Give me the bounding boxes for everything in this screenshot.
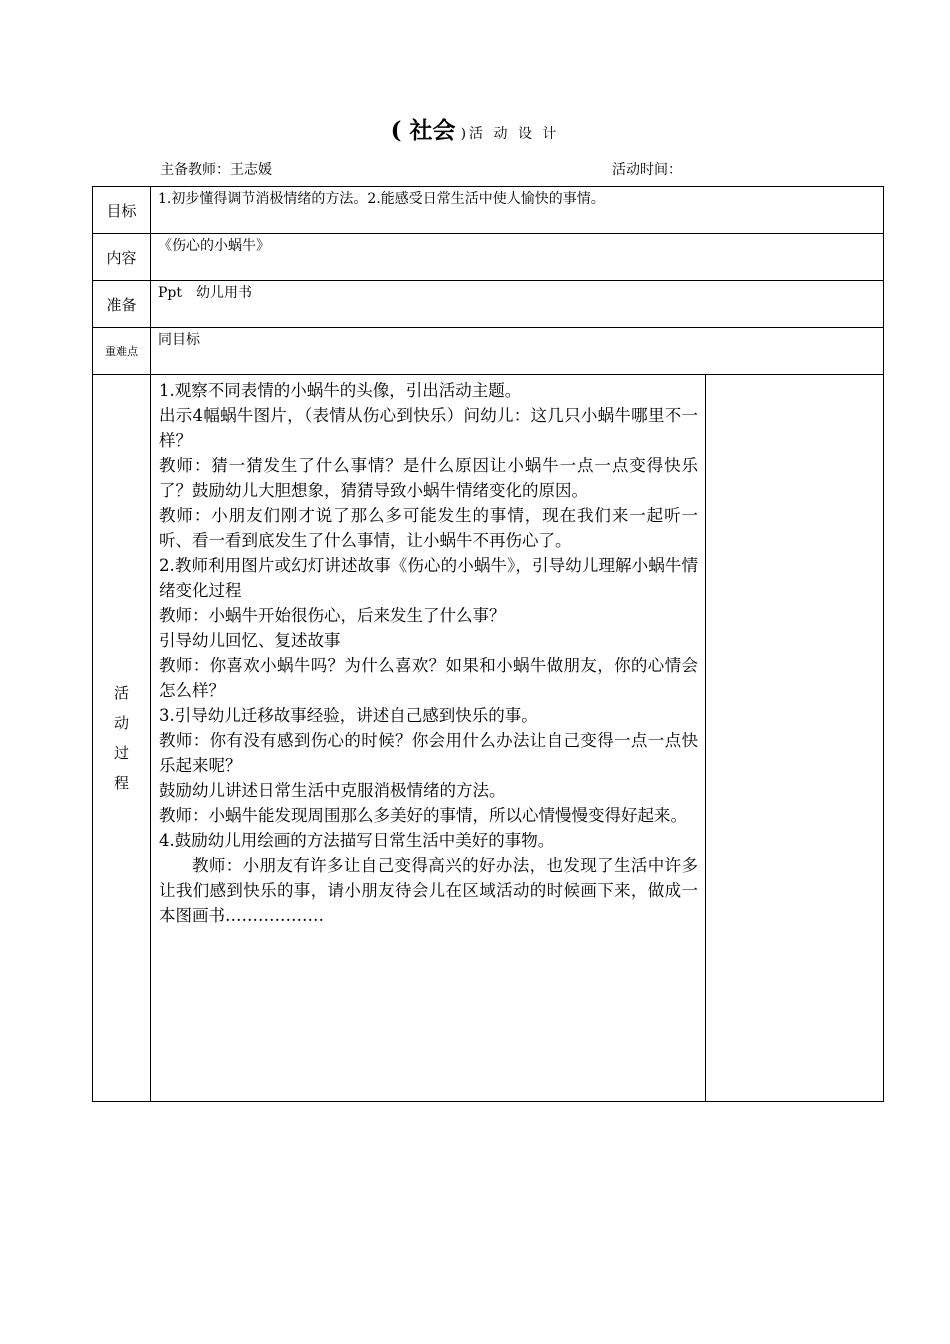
- paragraph: 教师：小蜗牛能发现周围那么多美好的事情，所以心情慢慢变得好起来。: [159, 806, 687, 825]
- goal-text: 1.初步懂得调节消极情绪的方法。2.能感受日常生活中使人愉快的事情。: [151, 187, 884, 234]
- paragraph: 教师：小朋友们刚才说了那么多可能发生的事情，现在我们来一起听一听、看一看到底发生了什么事情，让小蜗牛不再伤心了。: [159, 506, 698, 550]
- content-label: 内容: [93, 234, 151, 281]
- content-row: [93, 234, 884, 281]
- document-title: [0, 112, 950, 145]
- paragraph: 引导幼儿回忆、复述故事: [159, 631, 341, 650]
- content-text: 《伤心的小蜗牛》: [151, 234, 884, 281]
- process-text: [151, 375, 706, 1102]
- paragraph: 教师：小蜗牛开始很伤心，后来发生了什么事？: [159, 606, 506, 625]
- process-label-char: 活: [113, 684, 129, 702]
- paragraph: 鼓励幼儿讲述日常生活中克服消极情绪的方法。: [159, 781, 506, 800]
- goal-label: 目标: [93, 187, 151, 234]
- key-text: 同目标: [151, 328, 884, 375]
- process-row: [93, 375, 884, 1102]
- paragraph: 出示4幅蜗牛图片，（表情从伤心到快乐）问幼儿：这几只小蜗牛哪里不一样？: [159, 406, 698, 450]
- process-label-char: 过: [113, 744, 129, 762]
- paragraph: 教师：你有没有感到伤心的时候？你会用什么办法让自己变得一点一点快乐起来呢？: [159, 731, 698, 775]
- prep-text: Ppt 幼儿用书: [151, 281, 884, 328]
- notes-cell: [706, 375, 884, 1102]
- prep-label: 准备: [93, 281, 151, 328]
- prep-row: [93, 281, 884, 328]
- time-field: 活动时间：: [612, 162, 682, 178]
- key-label: 重难点: [93, 328, 151, 375]
- paragraph: 3.引导幼儿迁移故事经验，讲述自己感到快乐的事。: [159, 706, 538, 725]
- teacher-field: 主备教师：王志媛: [160, 162, 272, 178]
- paragraph: 教师：猜一猜发生了什么事情？是什么原因让小蜗牛一点一点变得快乐了？鼓励幼儿大胆想象，猜猜导致小蜗牛情绪变化的原因。: [159, 456, 698, 500]
- lesson-plan-table: [92, 186, 884, 1102]
- key-row: [93, 328, 884, 375]
- paragraph: 教师：小朋友有许多让自己变得高兴的好办法，也发现了生活中许多让我们感到快乐的事，请小朋友待会儿在区域活动的时候画下来，做成一本图画书………………: [159, 856, 698, 925]
- goal-row: [93, 187, 884, 234]
- paragraph: 2.教师利用图片或幻灯讲述故事《伤心的小蜗牛》，引导幼儿理解小蜗牛情绪变化过程: [159, 556, 698, 600]
- title-subject: ( 社会: [390, 117, 456, 144]
- paragraph: 4.鼓励幼儿用绘画的方法描写日常生活中美好的事物。: [159, 831, 555, 850]
- paragraph: 1.观察不同表情的小蜗牛的头像，引出活动主题。: [159, 381, 522, 400]
- process-label-char: 程: [113, 774, 129, 792]
- title-suffix: )活 动 设 计: [460, 126, 560, 142]
- process-label: [93, 375, 151, 1102]
- paragraph: 教师：你喜欢小蜗牛吗？为什么喜欢？如果和小蜗牛做朋友，你的心情会怎么样？: [159, 656, 698, 700]
- process-label-char: 动: [113, 714, 129, 732]
